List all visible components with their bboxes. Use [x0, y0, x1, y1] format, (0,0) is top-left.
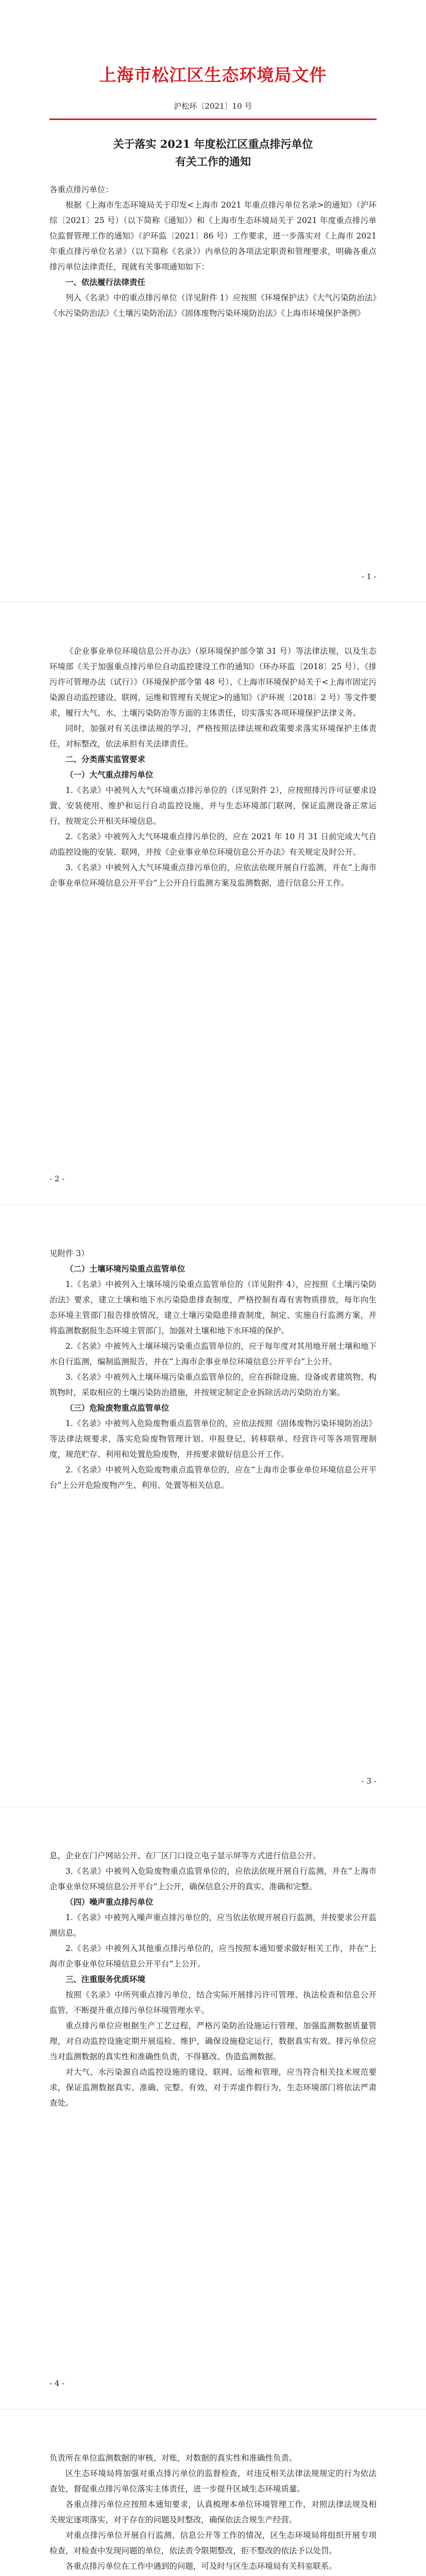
title-line-2: 有关工作的通知 — [175, 155, 251, 168]
section-2-4-heading: （四）噪声重点排污单位 — [65, 1897, 154, 1907]
document-title — [49, 135, 377, 171]
section-3-paragraph-1: 按照《名录》中所列重点排污单位，结合实际开展排污许可管理、执法检查和信息公开监管，不断提升重点排污单位环境管理水平。 — [49, 1990, 377, 2015]
addressee: 各重点排污单位： — [49, 185, 114, 194]
section-3-paragraph-2: 重点排污单位应根据生产工艺过程，严格污染防治设施运行管理，加强监测数据质量管理，对自动监控设施定期开展巡检、维护，确保设施稳定运行，数据真实有效。排污单位应当对监测数据的真实性和准确性负责，不得篡改、伪造监测数据。 — [49, 2021, 377, 2061]
continued-text: 息，企业在门户网站公开、在厂区门口设立电子显示屏等方式进行信息公开。 — [49, 1851, 321, 1860]
section-3-heading: 三、注重服务优质环境 — [65, 1975, 146, 1984]
page-1 — [0, 0, 426, 602]
section-2-4-item-2: 2.《名录》中被列入其他重点排污单位的，应当按照本通知要求做好相关工作，并在“上海市企事业单位环境信息公开平台”上公开。 — [49, 1944, 377, 1969]
page-4 — [0, 1807, 426, 2409]
page-number: - 1 - — [361, 572, 377, 581]
section-2-1-heading: （一）大气重点排污单位 — [65, 770, 154, 779]
section-1-paragraph-2: 同时，加强对有关法律法规的学习，严格按照法律法规和政策要求落实环境保护主体责任，对标整改，依法承担有关法律责任。 — [49, 724, 377, 749]
page-number: - 2 - — [49, 1174, 65, 1183]
section-2-3-heading: （三）危险废物重点监管单位 — [65, 1403, 169, 1413]
section-2-1-item-1: 1.《名录》中被列入大气环境重点排污单位的（详见附件 2），应按照排污许可证要求设置、安装使用、维护和运行自动监控设施，并与生态环境部门联网，保证监测设备正常运行，按规定公开相关环境信息。 — [49, 786, 377, 826]
section-2-1-item-2: 2.《名录》中被列入大气环境重点排污单位的，应在 2021 年 10 月 31 日前完成大气自动监控设施的安装、联网，并按《企业事业单位环境信息公开办法》有关规定及时公开。 — [49, 832, 377, 857]
section-2-4-item-1: 1.《名录》中被列入噪声重点排污单位的，应当依法依规开展自行监测，并按要求公开监测信息。 — [49, 1913, 377, 1938]
page-5 — [0, 2409, 426, 2576]
continued-text: 负责所在单位监测数据的审核、对账，对数据的真实性和准确性负责。 — [49, 2453, 297, 2463]
org-header-title: 上海市松江区生态环境局文件 — [99, 65, 327, 85]
section-1-continued: 《企业事业单位环境信息公开办法》（原环境保护部令第 31 号）等法律法规，以及生态环境部《关于加强重点排污单位自动监控建设工作的通知》（环办环监〔2018〕25 号）、《排污许可管理办法（试行）》（环境保护部令第 48 号）、《上海市环境保护局关于<上海市固定污染源自动监控建设、联网、运维和管理有关规定>的通知》（沪环规〔2018〕2 号）等文件要求，履行大气、水、土壤污染防治等方面的主体责任，切实落实各项环境保护法律义务。 — [49, 647, 377, 718]
section-1-heading: 一、依法履行法律责任 — [65, 278, 146, 287]
document-number: 沪松环〔2021〕10 号 — [174, 101, 252, 111]
page-2 — [0, 602, 426, 1205]
page-number: - 3 - — [361, 1776, 377, 1786]
section-3-paragraph-7: 各重点排污单位在工作中遇到的问题，可及时与区生态环境局有关科室联系。 — [65, 2562, 337, 2571]
section-3-paragraph-6: 对重点排污单位开展自行监测、信息公开等工作的情况，区生态环境局将组织开展专项检查，对检查中发现问题的单位，依法责令限期整改，拒不整改的依法予以处罚。 — [49, 2531, 377, 2555]
section-2-1-item-3: 3.《名录》中被列入大气环境重点排污单位的，应依法依规开展自行监测，并在“上海市企事业单位环境信息公开平台”上公开自行监测方案及监测数据，进行信息公开工作。 — [49, 863, 377, 888]
red-divider-line — [49, 118, 377, 120]
section-3-paragraph-4: 区生态环境局将加强对重点排污单位的监督检查，对违反相关法律法规规定的行为依法查处，督促重点排污单位落实主体责任，进一步提升区域生态环境质量。 — [49, 2469, 377, 2494]
page-number: - 4 - — [49, 2379, 65, 2388]
section-3-paragraph-3: 对大气、水污染源自动监控设施的建设、联网、运维和管理，应当符合相关技术规范要求，保证监测数据真实、准确、完整、有效，对于弄虚作假行为，生态环境部门将依法严肃查处。 — [49, 2067, 377, 2108]
title-line-1: 关于落实 2021 年度松江区重点排污单位 — [113, 138, 313, 150]
continued-text: 见附件 3） — [49, 1249, 89, 1258]
section-2-2-item-3: 3.《名录》中被列入土壤环境污染重点监管单位的，应在拆除设施、设备或者建筑物、构筑物时，采取相应的土壤污染防治措施，并按规定制定企业拆除活动污染防治方案。 — [49, 1372, 377, 1397]
section-3-paragraph-5: 各重点排污单位应按照本通知要求，认真梳理本单位环境管理工作，对照法律法规及相关规定逐项落实，对于存在的问题及时整改，确保依法合规生产经营。 — [49, 2500, 377, 2524]
section-2-2-heading: （二）土壤环境污染重点监管单位 — [65, 1264, 185, 1274]
page-3 — [0, 1205, 426, 1807]
section-2-2-item-2: 2.《名录》中被列入土壤环境污染重点监管单位的，应于每年度对其用地开展土壤和地下水自行监测，编制监测报告，并在“上海市企事业单位环境信息公开平台”上公开。 — [49, 1342, 377, 1366]
section-2-3-item-2: 2.《名录》中被列入危险废物重点监管单位的，应在“上海市企事业单位环境信息公开平台”上公开危险废物产生、利用、处置等相关信息。 — [49, 1465, 377, 1490]
section-1-paragraph: 列入《名录》中的重点排污单位（详见附件 1）应按照《环境保护法》《大气污染防治法》《水污染防治法》《土壤污染防治法》《固体废物污染环境防治法》《上海市环境保护条例》 — [49, 293, 377, 318]
section-2-heading: 二、分类落实监管要求 — [65, 755, 146, 764]
intro-paragraph: 根据《上海市生态环境局关于印发<上海市 2021 年重点排污单位名录>的通知》（沪环综〔2021〕25 号）（以下简称《通知》）和《上海市生态环境局关于 2021 年度重点排污单位监督管理工作的通知》（沪环监〔2021〕86 号）工作要求，进一步落实对《上海市 2021 年重点排污单位名录》（以下简称《名录》）内单位的各项法定职责和管理要求，明确各重点排污单位法律责任，现就有关事项通知如下： — [49, 200, 377, 272]
section-2-3-item-3: 3.《名录》中被列入危险废物重点监管单位的，应依法依规开展自行监测，并在“上海市企事业单位环境信息公开平台”上公开，确保信息公开的真实、准确和完整。 — [49, 1867, 377, 1891]
section-2-2-item-1: 1.《名录》中被列入土壤环境污染重点监管单位的（详见附件 4），应按照《土壤污染防治法》要求，建立土壤和地下水污染隐患排查制度，严格控制有毒有害物质排放，每年向生态环境主管部门报告排放情况，建立土壤污染隐患排查制度，制定、实施自行监测方案，并将监测数据报生态环境主管部门，加强对土壤和地下水环境的保护。 — [49, 1280, 377, 1335]
section-2-3-item-1: 1.《名录》中被列入危险废物重点监管单位的，应依法按照《固体废物污染环境防治法》等法律法规要求，落实危险废物管理计划、申报登记、转移联单、经营许可等各项管理制度，规范贮存、利用和处置危险废物，并按要求做好信息公开工作。 — [49, 1419, 377, 1459]
